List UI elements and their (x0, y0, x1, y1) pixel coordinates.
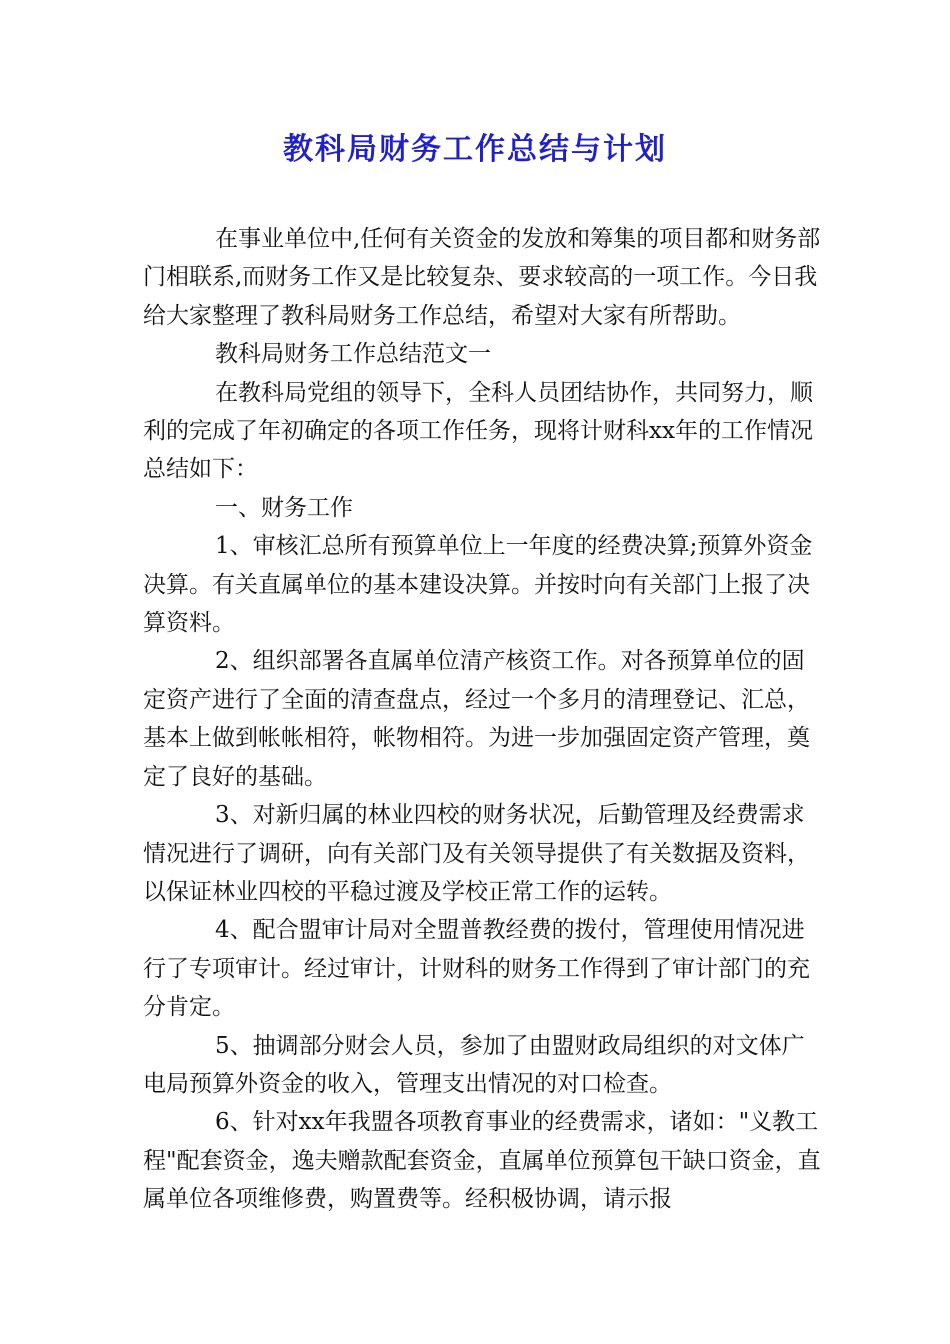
paragraph-item-1: 1、审核汇总所有预算单位上一年度的经费决算;预算外资金决算。有关直属单位的基本建设决算。并按时向有关部门上报了决算资料。 (143, 533, 813, 637)
paragraph-item-6: 6、针对xx年我盟各项教育事业的经费需求，诸如："义教工程"配套资金，逸夫赠款配套资金，直属单位预算包干缺口资金，直属单位各项维修费，购置费等。经积极协调，请示报 (143, 1109, 821, 1213)
paragraph-item-4: 4、配合盟审计局对全盟普教经费的拨付，管理使用情况进行了专项审计。经过审计，计财科的财务工作得到了审计部门的充分肯定。 (143, 917, 810, 1021)
document-body (143, 220, 823, 1219)
paragraph-intro: 在事业单位中,任何有关资金的发放和筹集的项目都和财务部门相联系,而财务工作又是比较复杂、要求较高的一项工作。今日我给大家整理了教科局财务工作总结，希望对大家有所帮助。 (143, 226, 821, 329)
paragraph-overview: 在教科局党组的领导下，全科人员团结协作，共同努力，顺利的完成了年初确定的各项工作任务，现将计财科xx年的工作情况总结如下： (143, 379, 813, 483)
paragraph-section-heading: 教科局财务工作总结范文一 (215, 341, 491, 368)
paragraph-item-3: 3、对新归属的林业四校的财务状况，后勤管理及经费需求情况进行了调研，向有关部门及有关领导提供了有关数据及资料，以保证林业四校的平稳过渡及学校正常工作的运转。 (143, 802, 810, 905)
document-title: 教科局财务工作总结与计划 (283, 132, 667, 167)
paragraph-item-2: 2、组织部署各直属单位清产核资工作。对各预算单位的固定资产进行了全面的清查盘点，经过一个多月的清理登记、汇总，基本上做到帐帐相符，帐物相符。为进一步加强固定资产管理，奠定了良好的基础。 (143, 648, 810, 790)
paragraph-subheading-finance: 一、财务工作 (215, 494, 353, 521)
paragraph-item-5: 5、抽调部分财会人员，参加了由盟财政局组织的对文体广电局预算外资金的收入，管理支出情况的对口检查。 (143, 1032, 805, 1097)
